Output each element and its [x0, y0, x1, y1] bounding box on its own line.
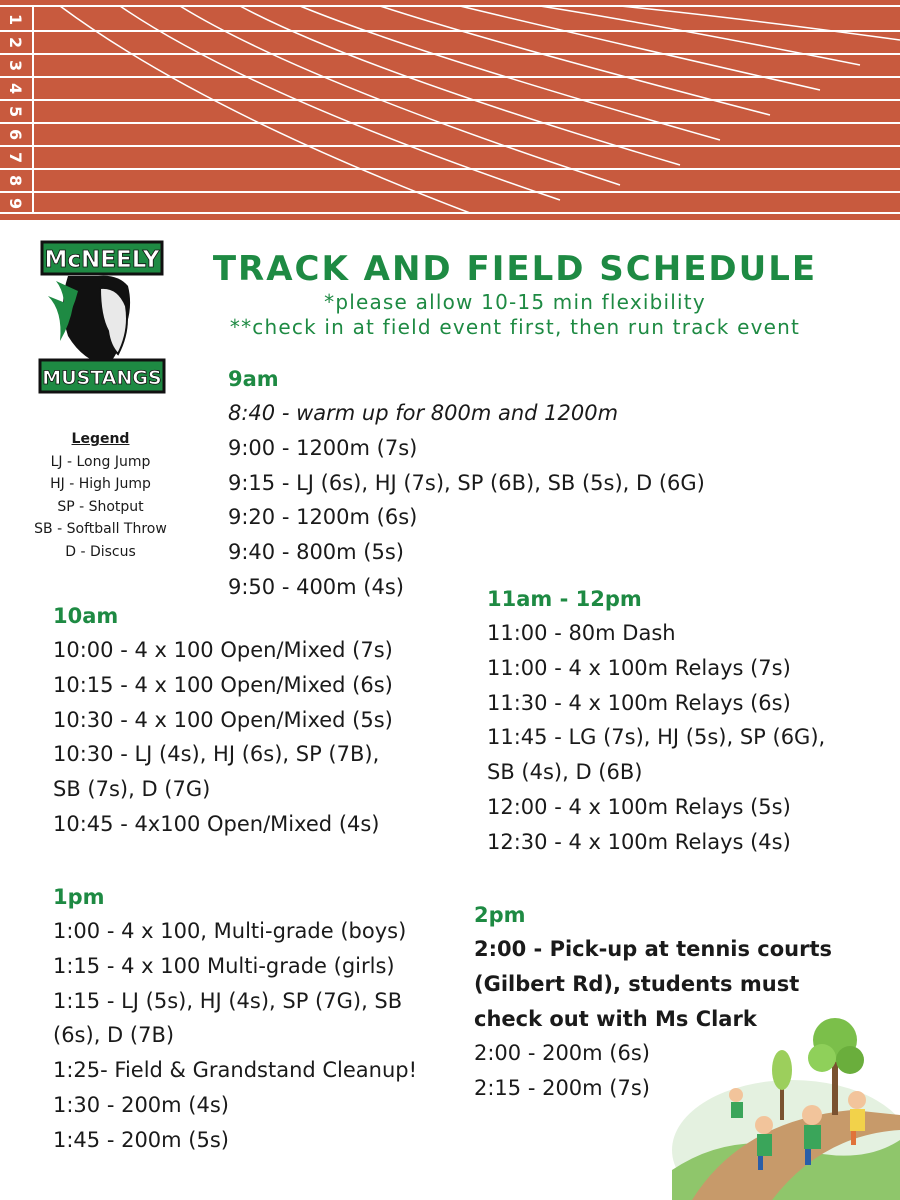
schedule-item: 1:15 - LJ (5s), HJ (4s), SP (7G), SB [53, 988, 403, 1013]
running-track-banner [0, 0, 900, 220]
lane-number: 5 [6, 106, 25, 118]
schedule-item: 11:00 - 80m Dash [487, 621, 676, 645]
warmup-line: 8:40 - warm up for 800m and 1200m [228, 401, 619, 425]
page-title: TRACK AND FIELD SCHEDULE [212, 249, 818, 289]
schedule-item: 9:50 - 400m (4s) [228, 574, 404, 599]
section-heading: 9am [228, 367, 279, 391]
legend-title: Legend [71, 431, 130, 447]
schedule-item: (6s), D (7B) [53, 1023, 175, 1048]
legend-item: LJ - Long Jump [50, 453, 151, 470]
legend-item: SP - Shotput [57, 498, 144, 515]
schedule-item: 1:00 - 4 x 100, Multi-grade (boys) [53, 919, 407, 943]
schedule-item: SB (7s), D (7G) [53, 777, 211, 802]
schedule-item: 12:00 - 4 x 100m Relays (5s) [487, 794, 791, 819]
schedule-item: 9:15 - LJ (6s), HJ (7s), SP (6B), SB (5s), D (6G) [228, 470, 705, 495]
pickup-line: check out with Ms Clark [474, 1006, 757, 1031]
section-heading: 1pm [53, 885, 105, 909]
schedule-item: 11:00 - 4 x 100m Relays (7s) [487, 655, 791, 680]
schedule-item: 1:15 - 4 x 100 Multi-grade (girls) [53, 953, 395, 978]
section-heading: 10am [53, 604, 119, 628]
lane-number: 3 [6, 60, 25, 72]
schedule-9am [228, 362, 705, 605]
pickup-line: (Gilbert Rd), students must [474, 971, 800, 996]
lane-number: 1 [6, 14, 25, 26]
schedule-item: 10:30 - LJ (4s), HJ (6s), SP (7B), [53, 742, 380, 767]
schedule-item: 1:25- Field & Grandstand Cleanup! [53, 1058, 418, 1083]
schedule-item: 2:00 - 200m (6s) [474, 1041, 650, 1066]
schedule-item: 10:15 - 4 x 100 Open/Mixed (6s) [53, 672, 393, 697]
schedule-1pm [53, 880, 417, 1158]
flexibility-note: *please allow 10-15 min flexibility [324, 290, 706, 314]
schedule-11am [487, 582, 825, 860]
logo-top-text: McNEELY [44, 247, 160, 273]
schedule-item: 10:45 - 4x100 Open/Mixed (4s) [53, 811, 380, 836]
pickup-line: 2:00 - Pick-up at tennis courts [474, 937, 833, 961]
schedule-item: 11:30 - 4 x 100m Relays (6s) [487, 690, 791, 715]
mustangs-logo [38, 236, 166, 398]
legend [18, 428, 183, 563]
schedule-item: 10:30 - 4 x 100 Open/Mixed (5s) [53, 707, 393, 732]
schedule-10am [53, 599, 393, 842]
schedule-item: 9:00 - 1200m (7s) [228, 435, 418, 460]
schedule-item: 9:20 - 1200m (6s) [228, 505, 418, 530]
schedule-item: SB (4s), D (6B) [487, 760, 643, 785]
section-heading: 11am - 12pm [487, 587, 642, 611]
schedule-item: 12:30 - 4 x 100m Relays (4s) [487, 829, 791, 854]
schedule-item: 1:30 - 200m (4s) [53, 1092, 229, 1117]
section-heading: 2pm [474, 903, 526, 927]
lane-number: 4 [6, 83, 25, 95]
schedule-item: 9:40 - 800m (5s) [228, 540, 404, 565]
logo-bottom-text: MUSTANGS [42, 367, 162, 389]
lane-number: 8 [6, 175, 25, 187]
legend-item: HJ - High Jump [50, 476, 151, 492]
schedule-item: 10:00 - 4 x 100 Open/Mixed (7s) [53, 638, 393, 662]
lane-number: 2 [6, 37, 25, 49]
check-in-note: **check in at field event first, then run track event [229, 315, 801, 339]
schedule-2pm [474, 898, 832, 1106]
schedule-item: 2:15 - 200m (7s) [474, 1076, 650, 1101]
schedule-item: 11:45 - LG (7s), HJ (5s), SP (6G), [487, 725, 826, 750]
lane-number: 6 [6, 129, 25, 141]
lane-number: 7 [6, 152, 25, 164]
legend-item: SB - Softball Throw [34, 521, 167, 537]
schedule-header [205, 248, 825, 340]
schedule-item: 1:45 - 200m (5s) [53, 1127, 229, 1152]
lane-number: 9 [6, 198, 25, 210]
legend-item: D - Discus [65, 543, 136, 560]
